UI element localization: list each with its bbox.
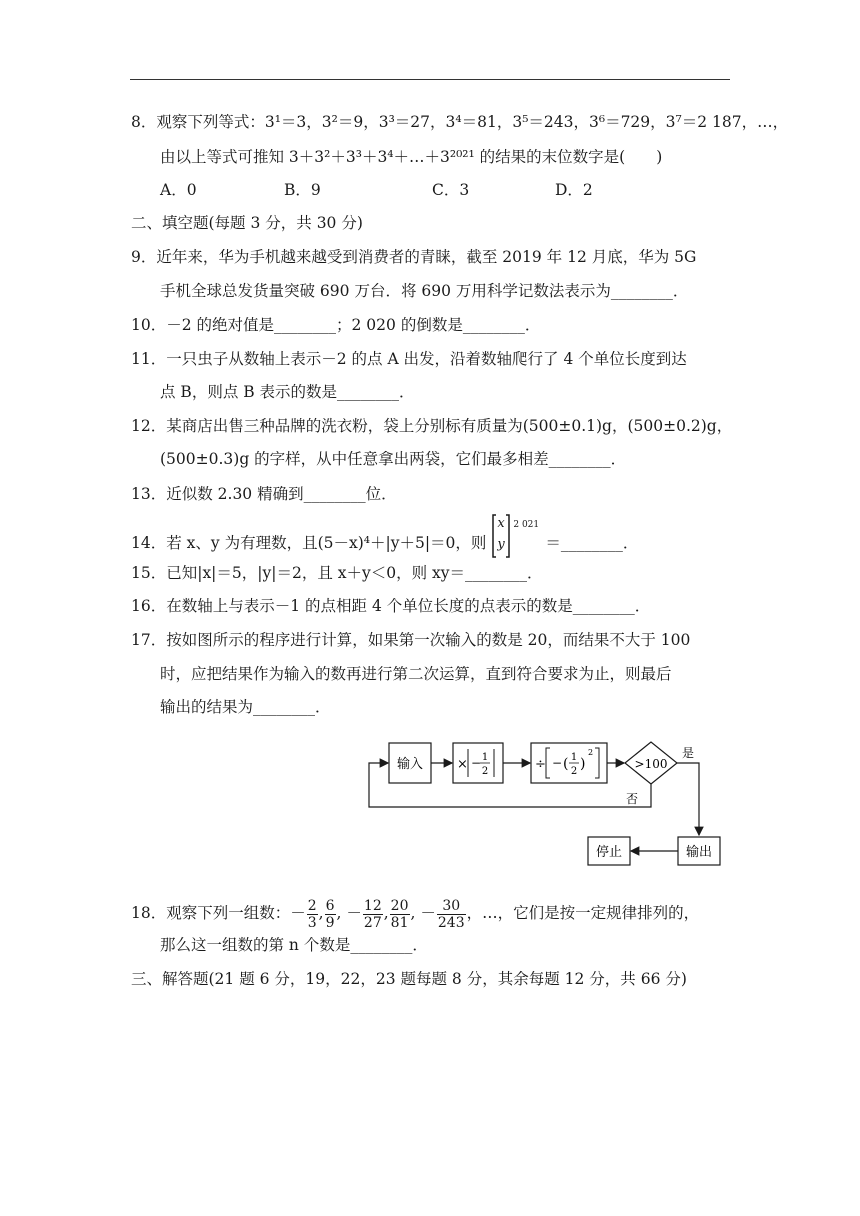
frac-3-sign: －: [346, 904, 362, 922]
flowchart-svg: [360, 735, 732, 870]
flowchart: [360, 735, 732, 870]
q13: 13．近似数 2.30 精确到________位．: [131, 485, 397, 503]
top-rule: [130, 79, 730, 80]
option-c: C．3: [432, 181, 470, 199]
q9-line1: 9．近年来，华为手机越来越受到消费者的青睐，截至 2019 年 12 月底，华为 5G: [131, 248, 697, 266]
svg-text:2: 2: [481, 766, 489, 777]
q16: 16．在数轴上与表示－1 的点相距 4 个单位长度的点表示的数是________．: [131, 597, 651, 615]
frac-3-den: 27: [363, 914, 382, 931]
q12-line1: 12．某商店出售三种品牌的洗衣粉，袋上分别标有质量为(500±0.1)g，(500±0.2)g，: [131, 417, 733, 435]
q11-line1: 11．一只虫子从数轴上表示－2 的点 A 出发，沿着数轴爬行了 4 个单位长度到达: [131, 350, 687, 368]
q8-line1: 8．观察下列等式：3¹＝3，3²＝9，3³＝27，3⁴＝81，3⁵＝243，3⁶＝729，3⁷＝2 187，…，: [131, 113, 789, 131]
frac-5-num: 30: [437, 898, 466, 915]
section-3-heading: 三、解答题(21 题 6 分，19，22，23 题每题 8 分，其余每题 12 分，共 66 分): [131, 970, 687, 988]
frac-1-den: 3: [307, 914, 317, 931]
q15: 15．已知|x|＝5，|y|＝2，且 x＋y＜0，则 xy＝________．: [131, 564, 543, 582]
fraction-2: [325, 898, 336, 931]
q14-pre: 14．若 x、y 为有理数，且(5－x)⁴＋|y＋5|＝0，则: [131, 534, 487, 552]
op1-expression: [457, 749, 494, 777]
q17-line3: 输出的结果为________．: [160, 698, 331, 716]
svg-text:2: 2: [588, 748, 594, 757]
q17-line1: 17．按如图所示的程序进行计算，如果第一次输入的数是 20，而结果不大于 100: [131, 631, 691, 649]
q8-line2: 由以上等式可推知 3＋3²＋3³＋3⁴＋…＋3²⁰²¹ 的结果的末位数字是( ): [160, 148, 663, 166]
frac-5-sign: －: [420, 904, 436, 922]
stop-label: 停止: [595, 845, 623, 860]
q18-pre: 18．观察下列一组数：: [131, 904, 291, 922]
svg-text:1: 1: [570, 752, 578, 763]
svg-text:): ): [580, 756, 586, 772]
matrix-bottom: y: [497, 537, 505, 552]
q12-line2: (500±0.3)g 的字样，从中任意拿出两袋，它们最多相差________．: [160, 450, 627, 468]
svg-text:1: 1: [481, 752, 489, 763]
svg-text:(: (: [563, 756, 569, 772]
frac-1-num: 2: [307, 897, 317, 914]
option-d: D．2: [555, 181, 593, 199]
q10: 10．－2 的绝对值是________；2 020 的倒数是________．: [131, 316, 541, 334]
svg-text:−: −: [552, 756, 563, 770]
fraction-3: [363, 898, 383, 931]
frac-2-den: 9: [325, 914, 335, 931]
arrow-yes: [677, 763, 699, 835]
no-label: 否: [626, 792, 639, 806]
svg-text:÷: ÷: [535, 757, 546, 772]
frac-1-sign: －: [290, 904, 306, 922]
frac-4-num: 20: [390, 897, 409, 914]
q14: [131, 516, 639, 553]
op2-expression: [535, 748, 599, 778]
q18-line2: 那么这一组数的第 n 个数是________．: [160, 936, 428, 954]
q18-post: ，…，它们是按一定规律排列的，: [466, 904, 700, 922]
q17-line2: 时，应把结果作为输入的数再进行第二次运算，直到符合要求为止，则最后: [160, 665, 672, 683]
option-a: A．0: [160, 181, 197, 199]
condition-label: >100: [634, 757, 668, 771]
q14-exponent: 2 021: [513, 520, 540, 530]
frac-5-den: 243: [437, 914, 465, 931]
q11-line2: 点 B，则点 B 表示的数是________．: [160, 383, 415, 401]
section-2-heading: 二、填空题(每题 3 分，共 30 分): [131, 214, 363, 232]
matrix-top: x: [497, 516, 505, 531]
svg-text:×: ×: [457, 757, 468, 772]
svg-text:2: 2: [570, 766, 578, 777]
fraction-5: [437, 898, 466, 931]
frac-2-num: 6: [325, 897, 335, 914]
input-label: 输入: [396, 757, 424, 772]
frac-3-num: 12: [363, 897, 382, 914]
fraction-1: [307, 898, 318, 931]
yes-label: 是: [682, 746, 695, 760]
fraction-4: [390, 898, 410, 931]
q14-post: ＝________．: [545, 534, 639, 552]
svg-text:−: −: [471, 756, 482, 770]
q14-matrix: [491, 516, 511, 553]
q18-line1: 18．观察下列一组数：－ $\frac{2}{3}$ , $\frac{6}{9}$ , － $\frac{12}{27}$ , $\frac{20}{81}$ , － $\frac{30}{243}$ ，…，它们是按一定规律排列的，: [131, 897, 700, 931]
q9-line2: 手机全球总发货量突破 690 万台．将 690 万用科学记数法表示为________．: [160, 282, 689, 300]
frac-4-den: 81: [390, 914, 409, 931]
output-label: 输出: [685, 845, 713, 860]
option-b: B．9: [284, 181, 321, 199]
